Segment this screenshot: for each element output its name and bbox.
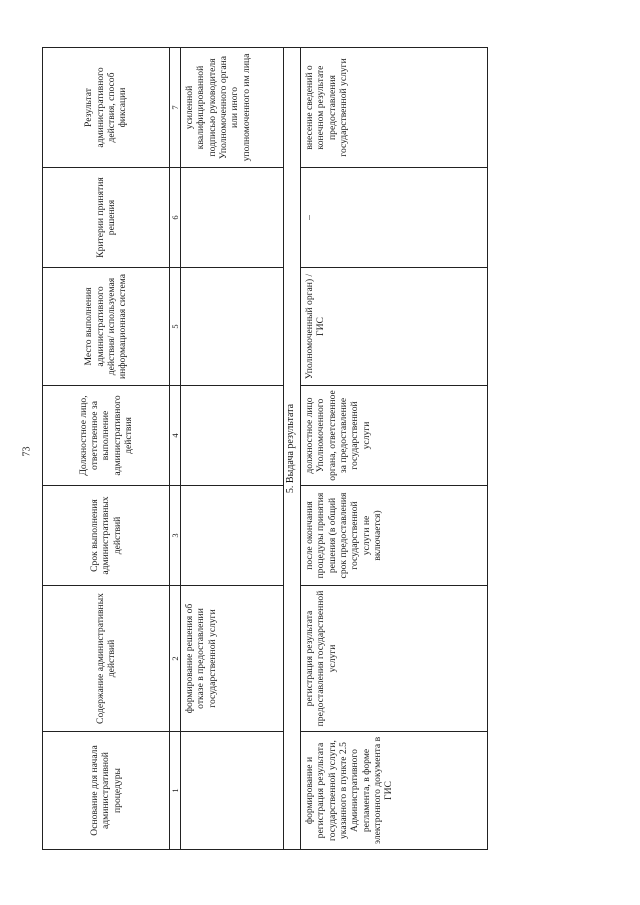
table-cell: формирование решения об отказе в предоставлении государственной услуги	[181, 586, 284, 732]
rotated-table-wrapper	[42, 48, 526, 850]
procedure-table	[42, 47, 488, 850]
column-number-row	[170, 48, 181, 850]
table-cell: должностное лицо Уполномоченного органа, ответственное за предоставление государственной услуги	[301, 386, 488, 486]
table-cell: усиленной квалифицированной подписью руководителя Уполномоченного органа или иного уполномоченного им лица	[181, 48, 284, 168]
table-cell: Уполномоченный орган) / ГИС	[301, 268, 488, 386]
page-number: 73	[21, 446, 33, 457]
table-cell: –	[301, 168, 488, 268]
table-cell	[181, 386, 284, 486]
table-cell: формирование и регистрация результата государственной услуги, указанного в пункте 2.5 Административного регламента, в форме электронного документа в ГИС	[301, 732, 488, 850]
column-number: 4	[170, 386, 181, 486]
table-cell: после окончания процедуры принятия решения (в общий срок предоставления государственной услуги не включается)	[301, 486, 488, 586]
header-cell: Результат административного действия, способ фиксации	[43, 48, 170, 168]
header-cell: Основание для начала административной процедуры	[43, 732, 170, 850]
header-cell: Содержание административных действий	[43, 586, 170, 732]
column-number: 2	[170, 586, 181, 732]
table-row	[181, 48, 284, 850]
table-cell	[181, 268, 284, 386]
table-row	[301, 48, 488, 850]
column-number: 3	[170, 486, 181, 586]
table-cell: регистрация результата предоставления государственной услуги	[301, 586, 488, 732]
section-row	[284, 48, 301, 850]
header-cell: Критерии принятия решения	[43, 168, 170, 268]
header-cell: Место выполнения административного действия/ используемая информационная система	[43, 268, 170, 386]
column-number: 6	[170, 168, 181, 268]
section-title: 5. Выдача результата	[284, 48, 301, 850]
header-cell: Срок выполнения административных действий	[43, 486, 170, 586]
column-number: 7	[170, 48, 181, 168]
table-cell	[181, 486, 284, 586]
header-row	[43, 48, 170, 850]
column-number: 1	[170, 732, 181, 850]
column-number: 5	[170, 268, 181, 386]
table-cell	[181, 732, 284, 850]
header-cell: Должностное лицо, ответственное за выполнение административного действия	[43, 386, 170, 486]
table-cell: внесение сведений о конечном результате предоставления государственной услуги	[301, 48, 488, 168]
table-cell	[181, 168, 284, 268]
